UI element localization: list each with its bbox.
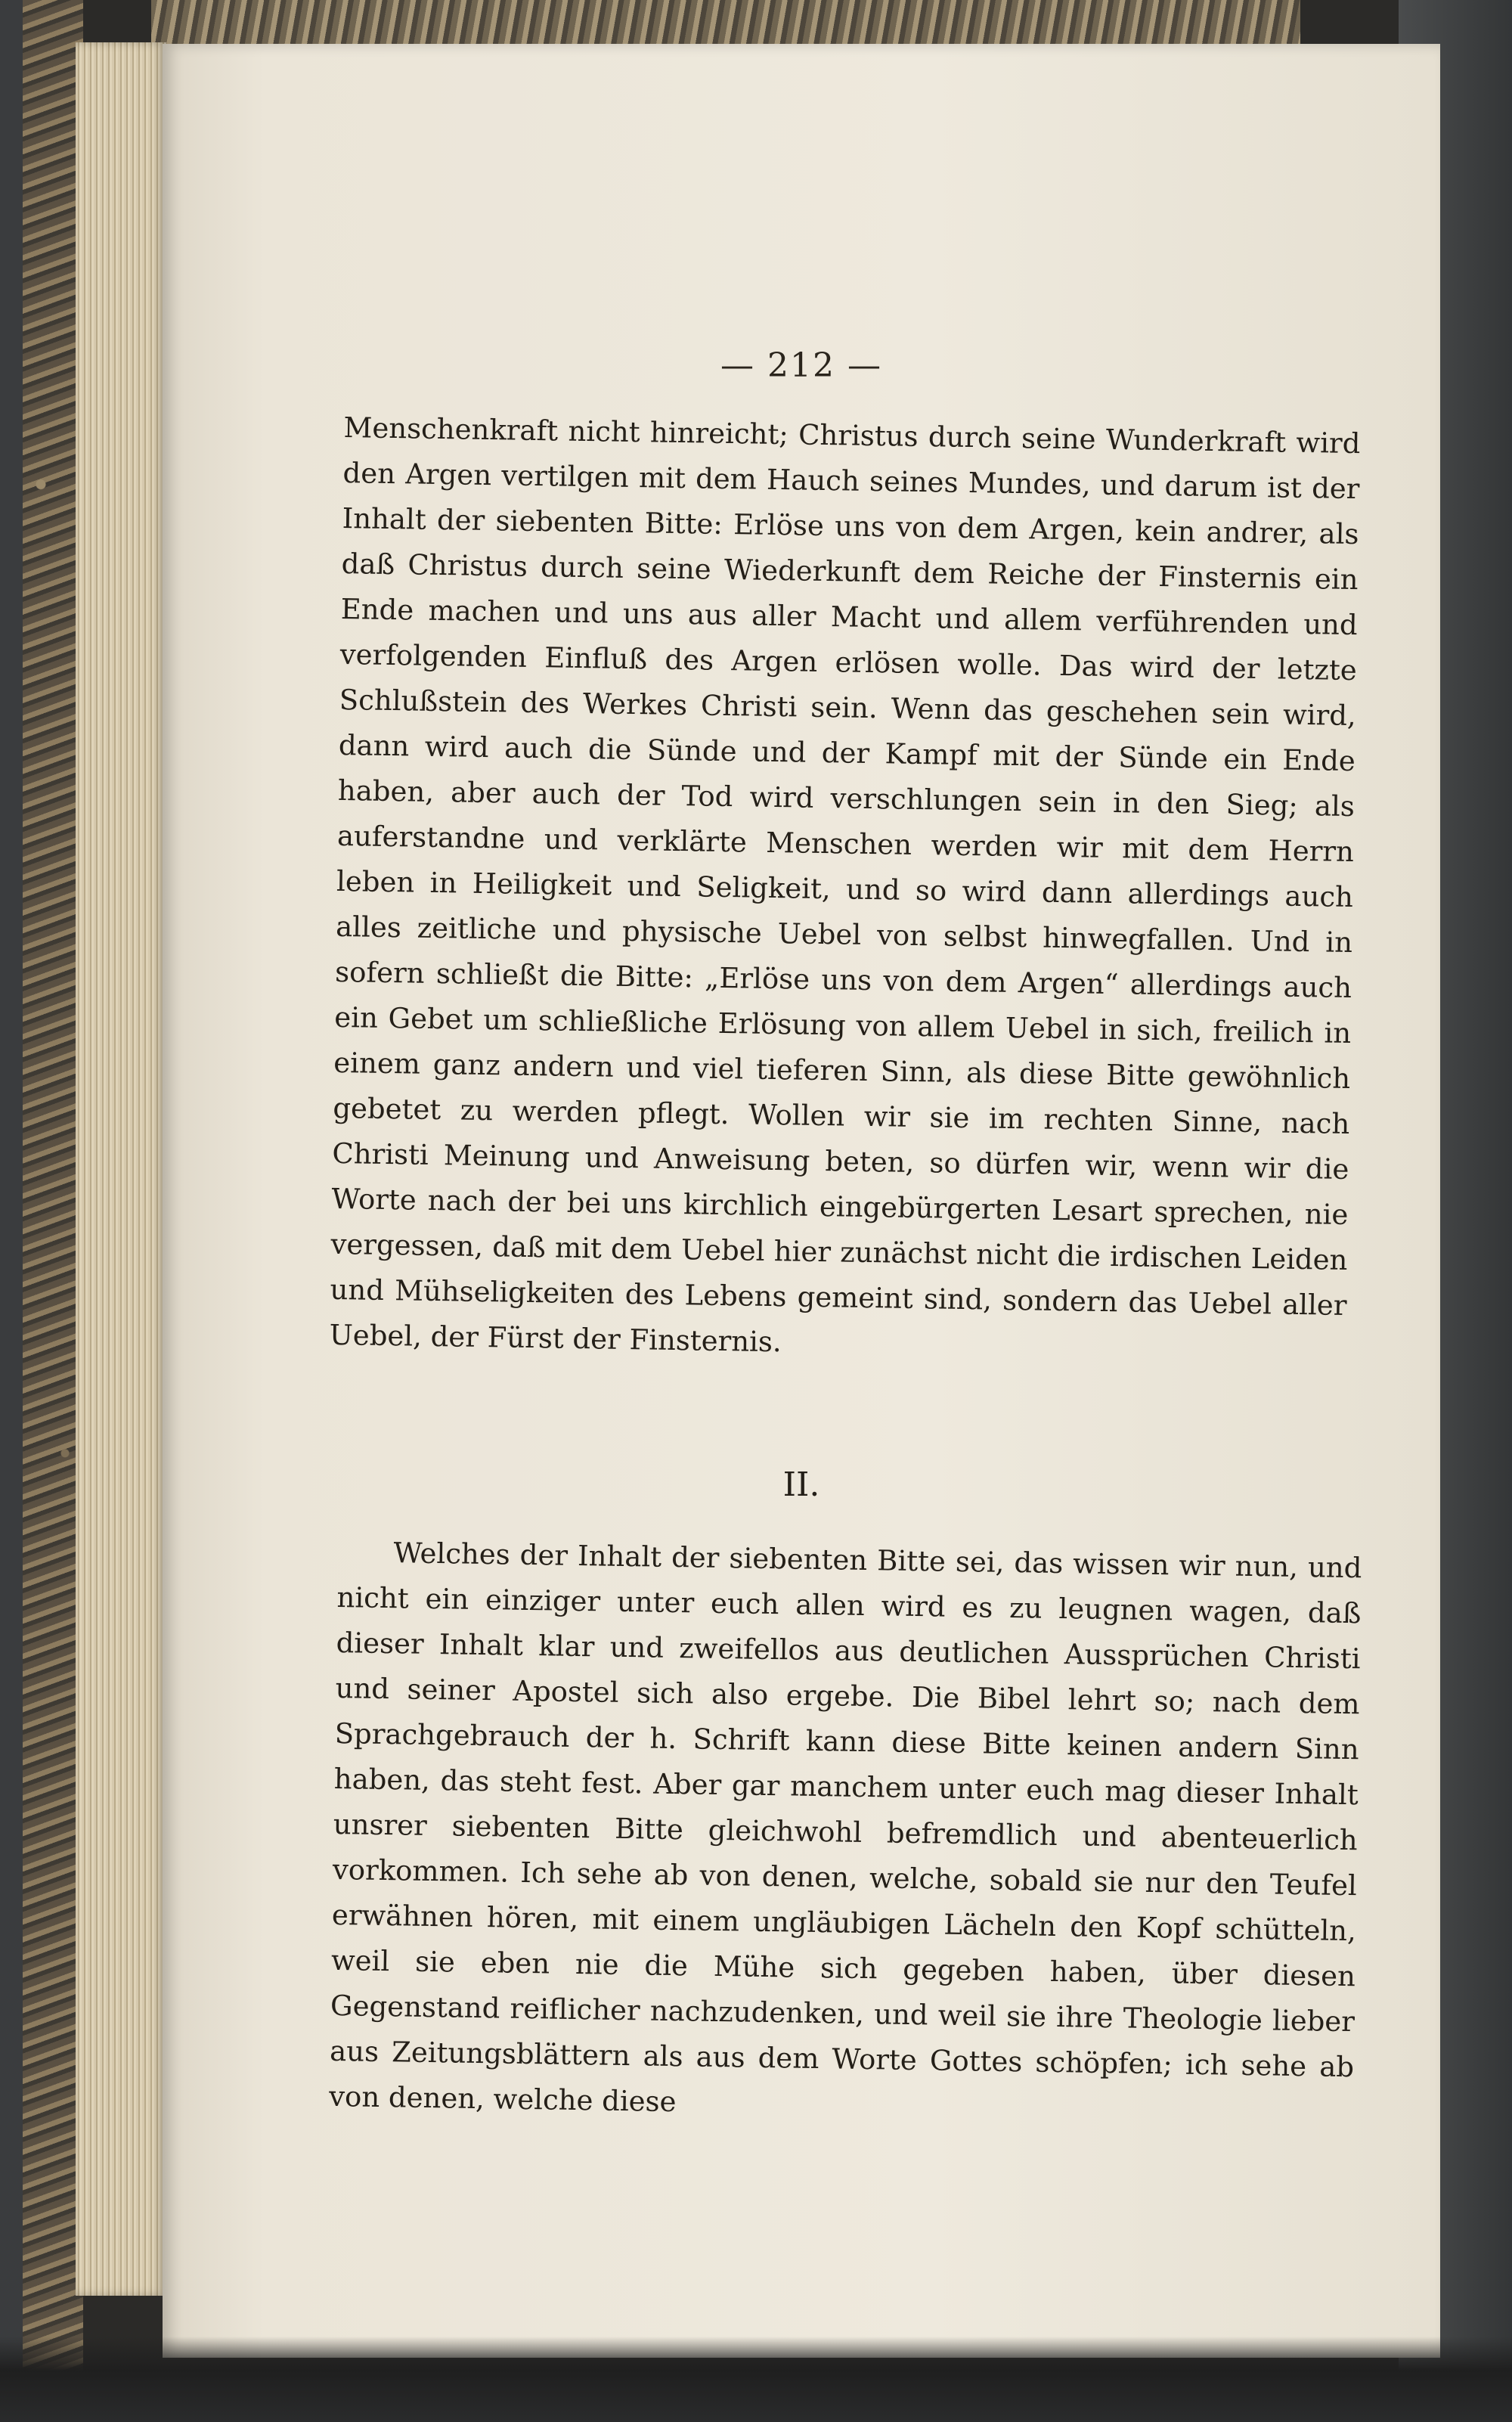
marbled-cover-top: [151, 0, 1300, 45]
bottom-shadow: [0, 2337, 1512, 2422]
paragraph-1-block: [329, 405, 1361, 1374]
page-edges: [76, 42, 166, 2296]
book-page: [163, 44, 1440, 2358]
paragraph-2-block: [329, 1530, 1362, 2135]
page-number: — 212 —: [720, 346, 882, 385]
marbled-cover-left: [23, 0, 83, 2422]
section-heading: II.: [782, 1465, 820, 1504]
book-spine: [0, 0, 26, 2422]
paragraph-1: Menschenkraft nicht hinreicht; Christus durch seine Wunderkraft wird den Argen vertilgen mit dem Hauch seines Mundes, und darum ist der Inhalt der siebenten Bitte: Erlöse uns von dem Argen, kein andrer, als daß Christus durch seine Wiederkunft dem Reiche der Finsternis ein Ende machen und uns aus aller Macht und allem verführenden und verfolgenden Einfluß des Argen erlösen wolle. Das wird der letzte Schlußstein des Werkes Christi sein. Wenn das geschehen sein wird, dann wird auch die Sünde und der Kampf mit der Sünde ein Ende haben, aber auch der Tod wird verschlungen sein in den Sieg; als auferstandne und verklärte Menschen werden wir mit dem Herrn leben in Heiligkeit und Seligkeit, und so wird dann allerdings auch alles zeitliche und physische Uebel von selbst hinwegfallen. Und in sofern schließt die Bitte: „Erlöse uns von dem Argen“ allerdings auch ein Gebet um schließliche Erlösung von allem Uebel in sich, freilich in einem ganz andern und viel tieferen Sinn, als diese Bitte gewöhnlich gebetet zu werden pflegt. Wollen wir sie im rechten Sinne, nach Christi Meinung und Anweisung beten, so dürfen wir, wenn wir die Worte nach der bei uns kirchlich eingebürgerten Lesart sprechen, nie vergessen, daß mit dem Uebel hier zunächst nicht die irdischen Leiden und Mühseligkeiten des Lebens gemeint sind, sondern das Uebel aller Uebel, der Fürst der Finsternis.: [329, 411, 1361, 1359]
paragraph-2: Welches der Inhalt der siebenten Bitte sei, das wissen wir nun, und nicht ein einziger unter euch allen wird es zu leugnen wagen, daß dieser Inhalt klar und zweifellos aus deutlichen Aussprüchen Christi und seiner Apostel sich also ergebe. Die Bibel lehrt so; nach dem Sprachgebrauch der h. Schrift kann diese Bitte keinen andern Sinn haben, das steht fest. Aber gar manchem unter euch mag dieser Inhalt unsrer siebenten Bitte gleichwohl befremdlich und abenteuerlich vorkommen. Ich sehe ab von denen, welche, sobald sie nur den Teufel erwähnen hören, mit einem ungläubigen Lächeln den Kopf schütteln, weil sie eben nie die Mühe sich gegeben haben, über diesen Gegenstand reiflicher nachzudenken, und weil sie ihre Theologie lieber aus Zeitungsblättern als aus dem Worte Gottes schöpfen; ich sehe ab von denen, welche diese: [328, 1537, 1362, 2119]
